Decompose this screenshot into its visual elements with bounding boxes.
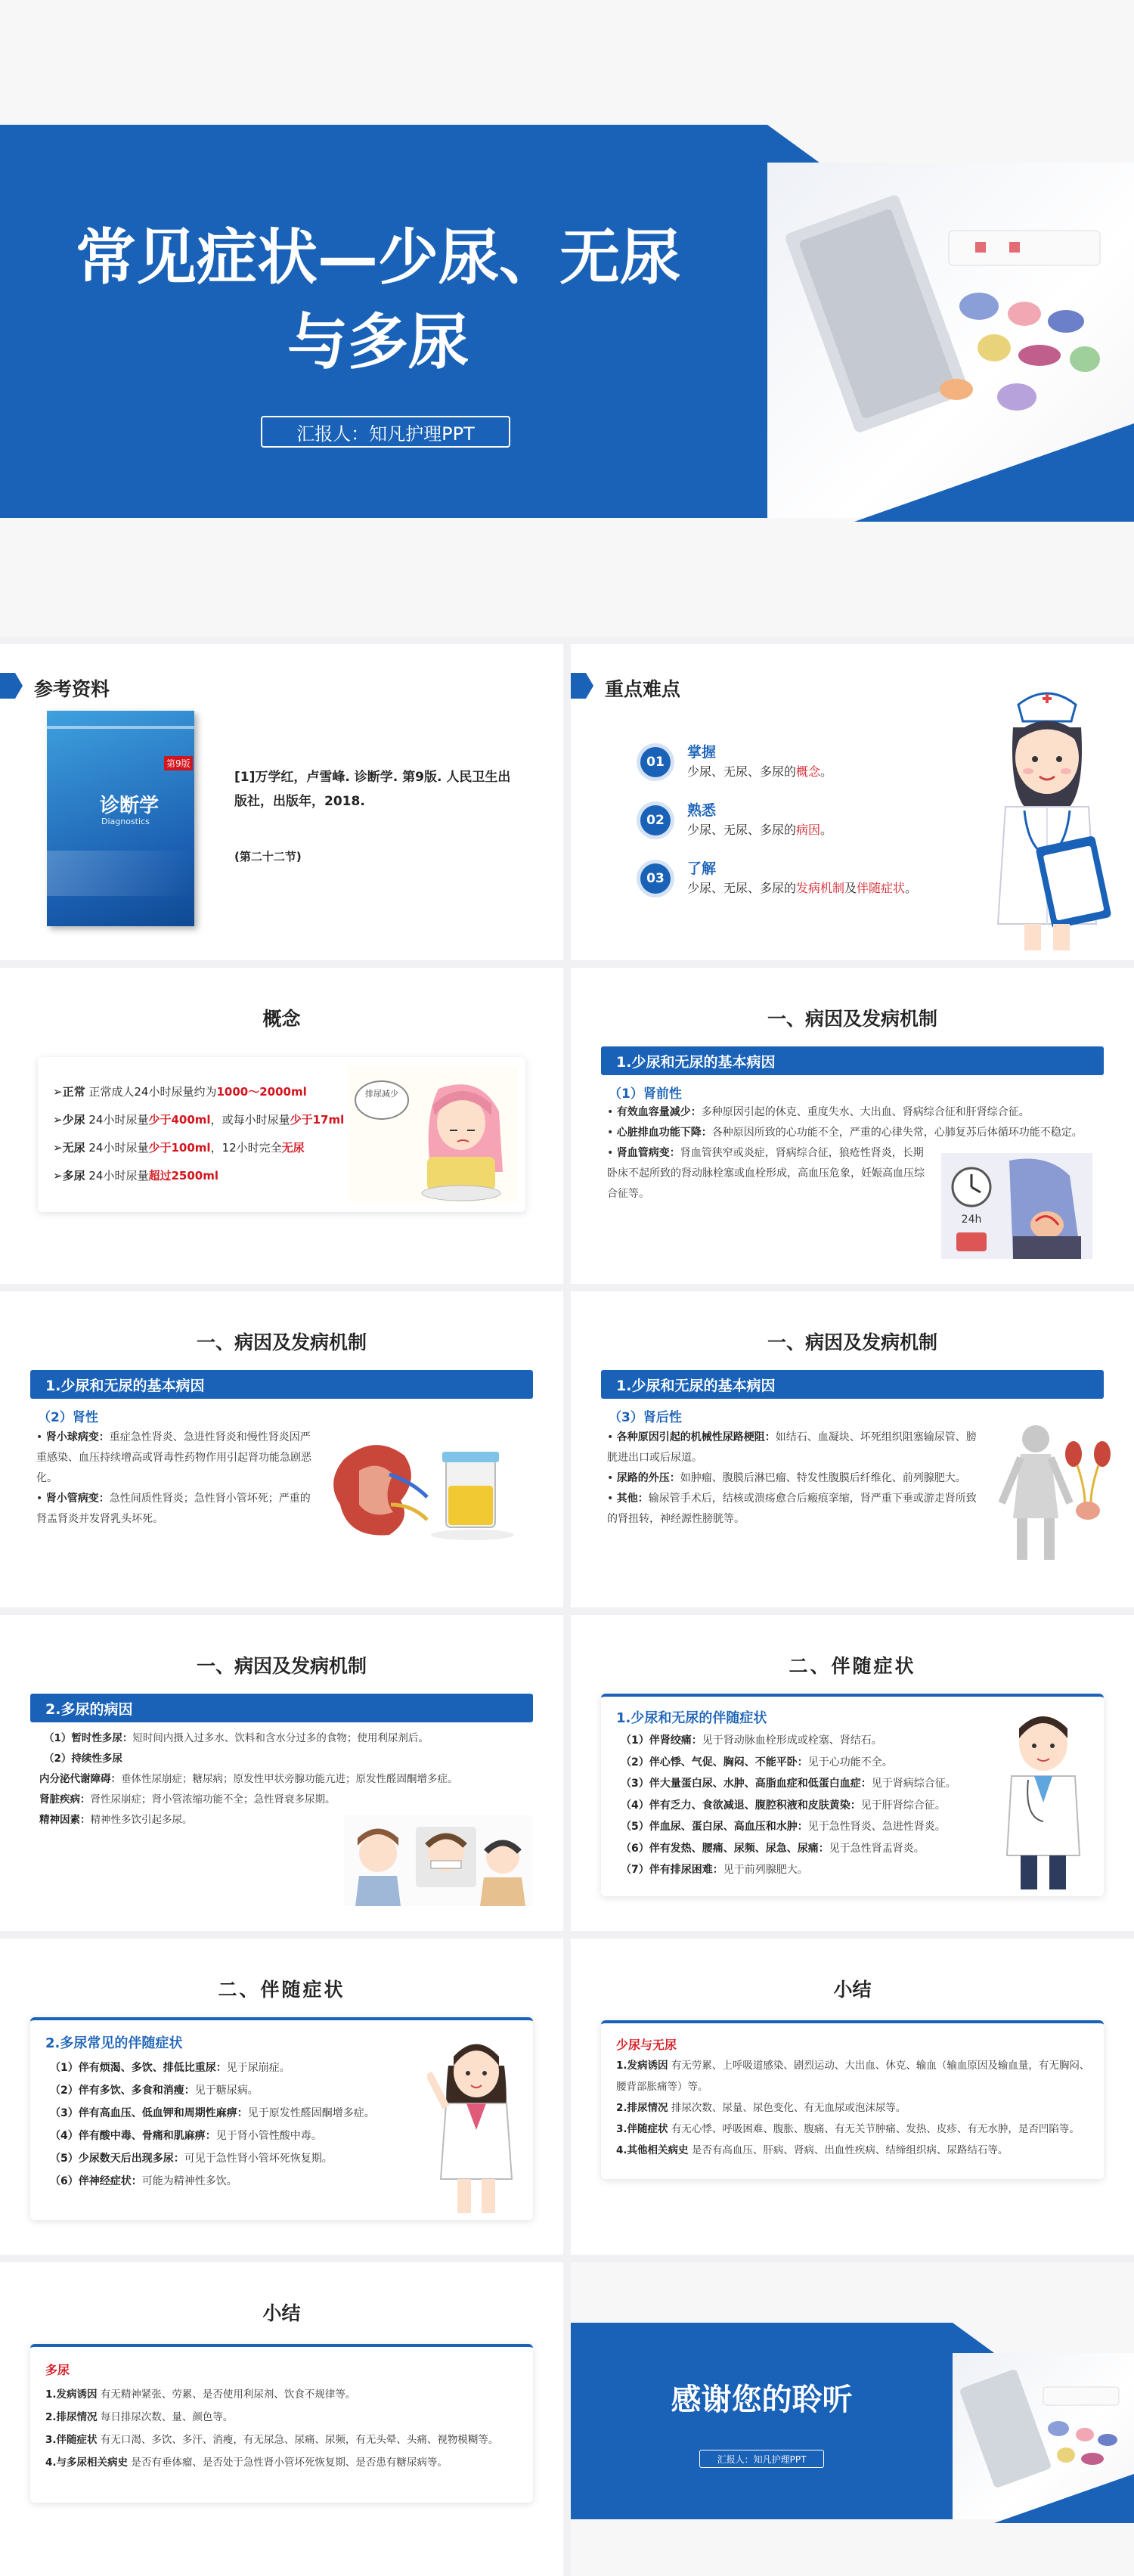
concept-row: ➢多尿 24小时尿量超过2500ml <box>53 1169 218 1183</box>
cover-title <box>45 215 711 385</box>
urinary-system-illustration <box>990 1420 1115 1564</box>
cause-item: • 肾小球病变：重症急性肾炎、急进性肾炎和慢性肾炎因严重感染、血压持续增高或肾毒性药物作用引起肾功能急剧恶化。 <box>36 1431 311 1484</box>
keypoint-number: 03 <box>640 863 671 894</box>
symptom-card <box>30 2017 533 2220</box>
cause-item: • 肾小管病变：急性间质性肾炎；急性肾小管坏死；严重的肾盂肾炎并发肾乳头坏死。 <box>36 1493 311 1525</box>
symptom-list <box>50 2057 428 2193</box>
keypoint-text: 少尿、无尿、多尿的概念。 <box>687 764 833 779</box>
summary-item: 2.排尿情况 每日排尿次数、量、颜色等。 <box>45 2411 234 2423</box>
toilet-girl-illustration <box>348 1066 518 1202</box>
keypoint-label: 掌握 <box>687 744 717 761</box>
sick-people-illustration <box>344 1815 533 1906</box>
cause-item: • 心脏排血功能下降：各种原因所致的心功能不全，严重的心律失常，心肺复苏后体循环功能不稳定。 <box>607 1127 1083 1139</box>
cause-prerenal-slide <box>571 968 1134 1284</box>
cause-subheading: （2）肾性 <box>38 1410 98 1425</box>
symptom-polyuria-slide <box>0 1939 563 2255</box>
cause-subheading: （1）肾前性 <box>609 1087 682 1102</box>
keypoint-item <box>640 741 988 786</box>
symptom-heading: 二、伴随症状 <box>789 1655 916 1677</box>
cause-heading: 一、病因及发病机制 <box>196 1331 367 1353</box>
summary-card <box>30 2344 533 2503</box>
keypoint-number: 01 <box>640 747 671 777</box>
references-slide <box>0 644 563 960</box>
bubble-text: 排尿减少 <box>365 1089 398 1099</box>
cause-subheading: （3）肾后性 <box>609 1410 682 1425</box>
thanks-blue-triangle-top <box>953 2323 994 2353</box>
cause-postrenal-slide <box>571 1291 1134 1607</box>
keypoint-text: 少尿、无尿、多尿的发病机制及伴随症状。 <box>687 881 918 895</box>
summary-subheading: 多尿 <box>45 2363 70 2377</box>
symptom-subheading: 2.多尿常见的伴随症状 <box>45 2035 183 2051</box>
symptom-item: （6）伴有发热、腰痛、尿频、尿急、尿痛：见于急性肾盂肾炎。 <box>621 1842 925 1855</box>
summary-oliguria-slide <box>571 1939 1134 2255</box>
heading-tag-icon <box>0 673 23 699</box>
cause-subitem: （2）持续性多尿 <box>44 1753 122 1765</box>
references-citation: [1]万学红，卢雪峰. 诊断学. 第9版. 人民卫生出版社，出版年，2018. <box>234 770 511 809</box>
backpain-illustration <box>941 1153 1092 1259</box>
symptom-item: （4）伴有乏力、食欲减退、腹腔积液和皮肤黄染：见于肝肾综合征。 <box>621 1799 946 1812</box>
summary-item: 3.伴随症状 有无口渴、多饮、多汗、消瘦，有无尿急、尿痛、尿频，有无头晕、头痛、视物模糊等。 <box>45 2434 499 2446</box>
cause-item: • 肾血管病变：肾血管狭窄或炎症，肾病综合征，狼疮性肾炎，长期卧床不起所致的肾动脉栓塞或血栓形成，高血压危象，妊娠高血压综合征等。 <box>607 1147 925 1200</box>
cause-item: • 各种原因引起的机械性尿路梗阻：如结石、血凝块、坏死组织阻塞输尿管、膀胱进出口或后尿道。 <box>607 1431 977 1464</box>
symptom-item: （5）少尿数天后出现多尿：可见于急性肾小管坏死恢复期。 <box>50 2153 333 2165</box>
cause-heading: 一、病因及发病机制 <box>767 1008 937 1030</box>
book-subtitle: Diagnostics <box>101 817 150 826</box>
references-section: (第二十二节) <box>234 850 302 863</box>
summary-item: 4.与多尿相关病史 是否有垂体瘤、是否处于急性肾小管坏死恢复期、是否患有糖尿病等。 <box>45 2457 448 2469</box>
summary-item: 4.其他相关病史 是否有高血压、肝病、肾病、出血性疾病、结缔组织病、尿路结石等。 <box>616 2144 1009 2156</box>
symptom-item: （1）伴肾绞痛：见于肾动脉血栓形成或栓塞、肾结石。 <box>621 1734 882 1747</box>
cause-list <box>607 1427 981 1530</box>
summary-list <box>45 2383 522 2474</box>
cause-item: • 有效血容量减少：多种原因引起的休克、重度失水、大出血、肾病综合征和肝肾综合征。 <box>607 1106 1030 1118</box>
summary-card <box>601 2020 1104 2179</box>
keypoint-label: 熟悉 <box>687 802 717 819</box>
cause-item: • 其他：输尿管手术后，结核或溃疡愈合后瘢痕挛缩，肾严重下垂或游走肾所致的肾扭转，神经源性膀胱等。 <box>607 1493 977 1525</box>
summary-heading: 小结 <box>833 1979 872 2001</box>
concept-row: ➢少尿 24小时尿量少于400ml，或每小时尿量少于17ml <box>53 1113 345 1127</box>
symptom-oliguria-slide <box>571 1615 1134 1931</box>
cause-subitem: （1）暂时性多尿：短时间内摄入过多水、饮料和含水分过多的食物；使用利尿剂后。 <box>44 1732 429 1744</box>
summary-polyuria-slide <box>0 2262 563 2576</box>
concept-heading: 概念 <box>262 1008 301 1030</box>
cause-list <box>44 1728 535 1769</box>
keypoints-slide <box>571 644 1134 960</box>
cause-bar: 1.少尿和无尿的基本病因 <box>601 1370 1104 1399</box>
cover-reporter: 汇报人：知凡护理PPT <box>261 416 510 448</box>
book-cover <box>47 711 194 926</box>
book-edition: 第9版 <box>164 756 193 770</box>
symptom-item: （1）伴有烦渴、多饮、排低比重尿：见于尿崩症。 <box>50 2062 290 2074</box>
cause-polyuria-slide <box>0 1615 563 1931</box>
thanks-title: 感谢您的聆听 <box>671 2382 853 2417</box>
keypoint-label: 了解 <box>687 860 717 877</box>
book-title: 诊断学 <box>100 795 160 817</box>
cover-blue-triangle-bottom <box>854 423 1134 522</box>
summary-item: 3.伴随症状 有无心悸、呼吸困难、腹胀、腹痛、有无关节肿痛、发热、皮疹、有无水肿，是否凹陷等。 <box>616 2123 1080 2135</box>
cause-item: 精神因素：精神性多饮引起多尿。 <box>39 1814 193 1826</box>
symptom-item: （4）伴有酸中毒、骨痛和肌麻痹：见于肾小管性酸中毒。 <box>50 2130 322 2142</box>
symptom-subheading: 1.少尿和无尿的伴随症状 <box>616 1710 767 1726</box>
cause-item: 内分泌代谢障碍：垂体性尿崩症；糖尿病；原发性甲状旁腺功能亢进；原发性醛固酮增多症。 <box>39 1773 458 1785</box>
clock-label: 24h <box>961 1214 982 1226</box>
concept-list <box>53 1078 344 1190</box>
keypoint-item <box>640 857 996 903</box>
cover-title-line2: 与多尿 <box>287 307 469 377</box>
symptom-item: （7）伴有排尿困难：见于前列腺肥大。 <box>621 1864 808 1876</box>
nurse-illustration <box>971 674 1123 954</box>
symptom-item: （2）伴有多饮、多食和消瘦：见于糖尿病。 <box>50 2085 259 2097</box>
summary-list <box>616 2055 1092 2161</box>
cause-renal-slide <box>0 1291 563 1607</box>
female-doctor-illustration <box>427 2028 525 2217</box>
cover-slide <box>0 0 1134 637</box>
kidney-urine-illustration <box>321 1429 522 1542</box>
cause-heading: 一、病因及发病机制 <box>767 1331 937 1353</box>
keypoint-text: 少尿、无尿、多尿的病因。 <box>687 823 833 837</box>
concept-card <box>38 1057 525 1212</box>
concept-row: ➢正常 正常成人24小时尿量约为1000～2000ml <box>53 1085 307 1099</box>
thanks-blue-triangle-bottom <box>994 2474 1134 2523</box>
references-heading: 参考资料 <box>34 678 110 700</box>
summary-item: 1.发病诱因 有无劳累、上呼吸道感染、剧烈运动、大出血、休克、输血（输血原因及输血量，有无胸闷、腰背部胀痛等）等。 <box>616 2060 1090 2093</box>
cause-bar: 1.少尿和无尿的基本病因 <box>30 1370 533 1399</box>
symptom-item: （3）伴有高血压、低血钾和周期性麻痹：见于原发性醛固酮增多症。 <box>50 2107 375 2119</box>
symptom-heading: 二、伴随症状 <box>218 1979 345 2001</box>
thanks-slide <box>571 2262 1134 2576</box>
cause-heading: 一、病因及发病机制 <box>196 1655 367 1677</box>
symptom-item: （5）伴血尿、蛋白尿、高血压和水肿：见于急性肾炎、急进性肾炎。 <box>621 1821 946 1833</box>
cause-item: 肾脏疾病：肾性尿崩症；肾小管浓缩功能不全；急性肾衰多尿期。 <box>39 1793 336 1806</box>
cover-title-line1: 常见症状—少尿、无尿 <box>76 222 680 293</box>
summary-heading: 小结 <box>262 2302 301 2324</box>
symptom-list <box>621 1730 984 1881</box>
thanks-blue-panel <box>571 2323 953 2519</box>
keypoint-number: 02 <box>640 805 671 835</box>
thanks-reporter: 汇报人：知凡护理PPT <box>699 2450 824 2468</box>
heading-tag-icon <box>571 673 593 699</box>
concept-slide <box>0 968 563 1284</box>
keypoint-item <box>640 799 988 845</box>
cause-item: • 尿路的外压：如肿瘤、腹膜后淋巴瘤、特发性腹膜后纤维化、前列腺肥大。 <box>607 1472 966 1484</box>
summary-item: 1.发病诱因 有无精神紧张、劳累、是否使用利尿剂、饮食不规律等。 <box>45 2388 356 2401</box>
doctor-illustration <box>990 1704 1096 1893</box>
keypoints-heading: 重点难点 <box>605 678 681 700</box>
summary-subheading: 少尿与无尿 <box>616 2038 677 2052</box>
symptom-card <box>601 1694 1104 1896</box>
cause-list <box>36 1427 316 1530</box>
summary-item: 2.排尿情况 排尿次数、尿量、尿色变化、有无血尿或泡沫尿等。 <box>616 2102 906 2114</box>
symptom-item: （3）伴大量蛋白尿、水肿、高脂血症和低蛋白血症：见于肾病综合征。 <box>621 1778 956 1790</box>
symptom-item: （6）伴神经症状：可能为精神性多饮。 <box>50 2175 237 2187</box>
cause-bar: 1.少尿和无尿的基本病因 <box>601 1046 1104 1075</box>
cause-bar: 2.多尿的病因 <box>30 1694 533 1722</box>
symptom-item: （2）伴心悸、气促、胸闷、不能平卧：见于心功能不全。 <box>621 1756 893 1768</box>
concept-row: ➢无尿 24小时尿量少于100ml，12小时完全无尿 <box>53 1141 305 1155</box>
